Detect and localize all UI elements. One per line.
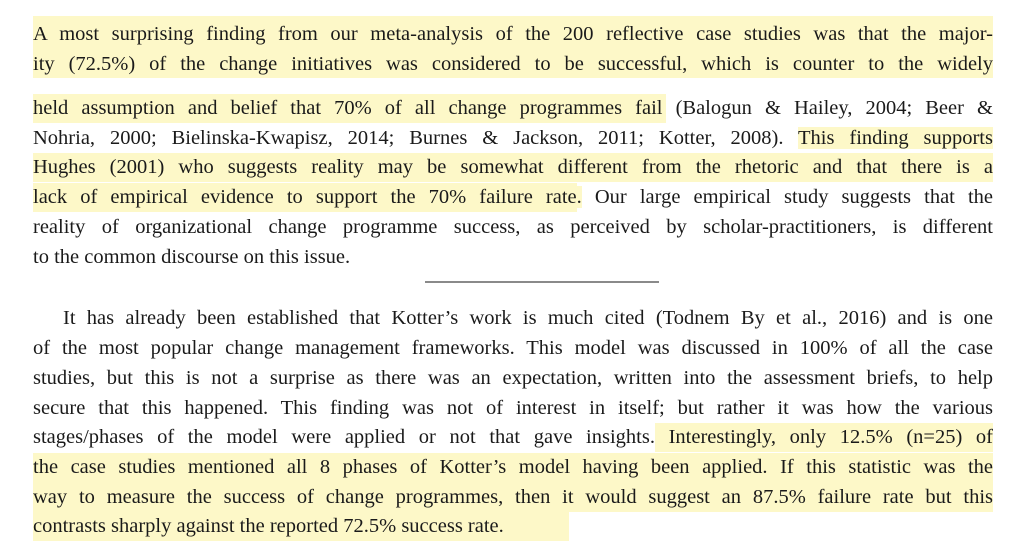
text-line [33, 483, 993, 512]
highlighted-text: ity (72.5%) of the change initiatives was considered to be successful, which is counter to the widely [33, 53, 993, 75]
text-line [33, 512, 504, 541]
text-line [33, 423, 993, 452]
text-line [33, 124, 993, 153]
text-line [63, 304, 993, 333]
citation-text: (Balogun & Hailey, 2004; Beer & [662, 97, 993, 119]
highlighted-text: A most surprising finding from our meta-analysis of the 200 reflective case studies was that the major- [33, 23, 993, 45]
text-line [33, 153, 993, 182]
text-line [33, 364, 993, 393]
text-line [33, 453, 993, 482]
highlighted-text: contrasts sharply against the reported 72.5% success rate. [33, 515, 504, 537]
text-line [33, 50, 993, 79]
body-text: to the common discourse on this issue. [33, 246, 351, 268]
text-line [33, 394, 993, 423]
body-text: studies, but this is not a surprise as there was an expectation, written into the assessment briefs, to help [33, 367, 993, 389]
text-line [33, 20, 993, 49]
body-text: secure that this happened. This finding was not of interest in itself; but rather it was how the various [33, 397, 993, 419]
section-divider [425, 281, 659, 283]
body-text: of the most popular change management frameworks. This model was discussed in 100% of all the case [33, 337, 993, 359]
text-line [33, 243, 350, 272]
body-text: reality of organizational change programme success, as perceived by scholar-practitioners, is different [33, 216, 993, 238]
body-text: stages/phases of the model were applied or not that gave insights. [33, 426, 669, 448]
highlighted-text: Hughes (2001) who suggests reality may be somewhat different from the rhetoric and that there is a [33, 156, 993, 178]
highlighted-text: lack of empirical evidence to support the 70% failure rate. [33, 186, 582, 208]
body-text: It has already been established that Kotter’s work is much cited (Todnem By et al., 2016) and is one [63, 307, 993, 329]
highlighted-text: the case studies mentioned all 8 phases of Kotter’s model having been applied. If this statistic was the [33, 456, 993, 478]
text-line [33, 334, 993, 363]
citation-text: Nohria, 2000; Bielinska-Kwapisz, 2014; Burnes & Jackson, 2011; Kotter, 2008). [33, 127, 798, 149]
text-line [33, 183, 993, 212]
text-line [33, 94, 993, 123]
highlighted-text: This finding supports [798, 127, 993, 149]
text-line [33, 213, 993, 242]
highlighted-text: way to measure the success of change programmes, then it would suggest an 87.5% failure rate but this [33, 486, 993, 508]
highlighted-text: Interestingly, only 12.5% (n=25) of [668, 426, 993, 448]
highlighted-text: held assumption and belief that 70% of all change programmes fail [33, 97, 663, 119]
body-text: Our large empirical study suggests that the [581, 186, 993, 208]
